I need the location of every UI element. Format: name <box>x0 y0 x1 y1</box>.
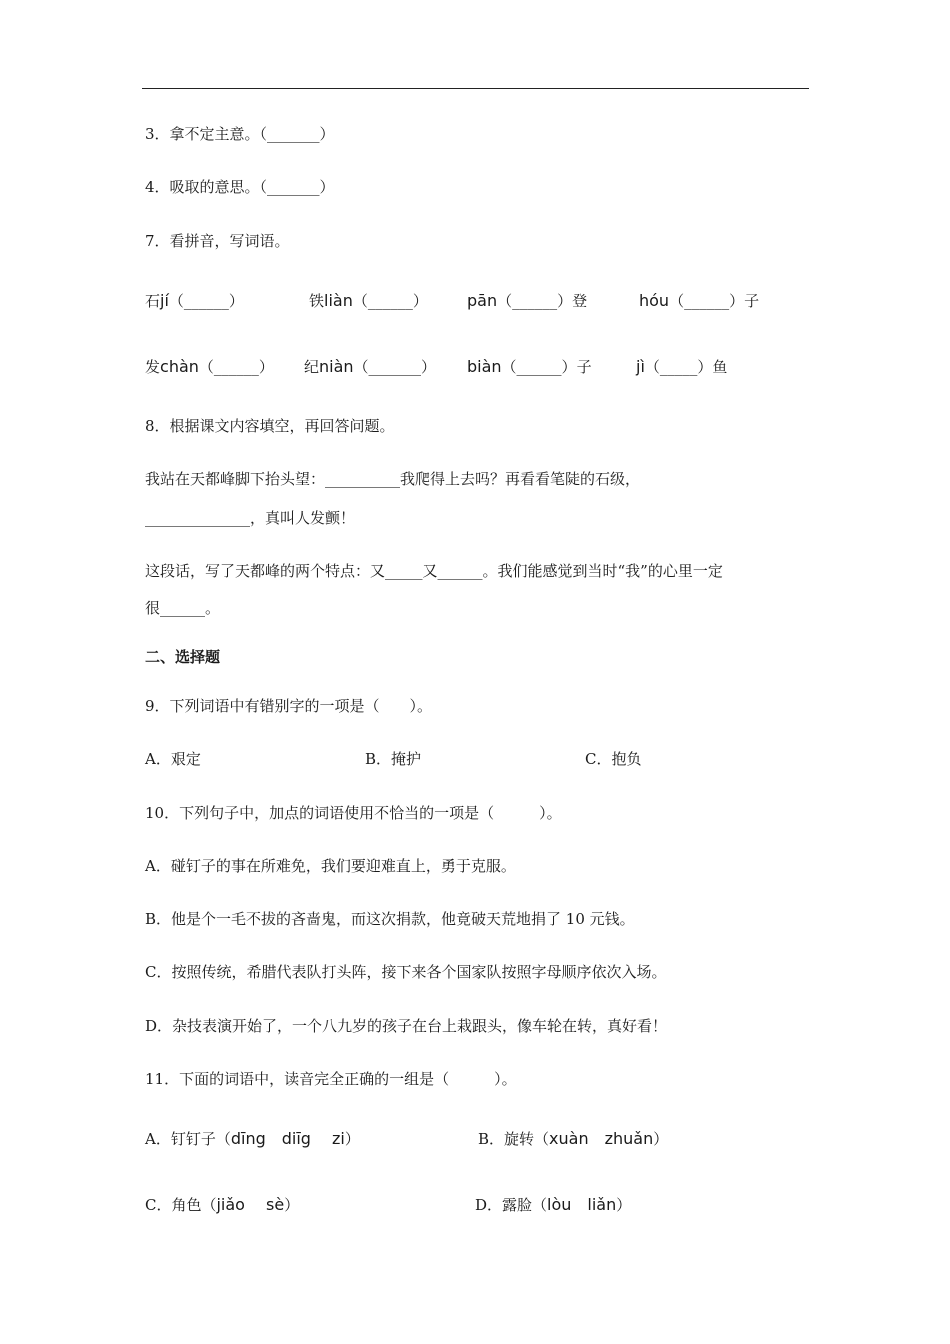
section-heading: 二、选择题 <box>145 648 221 666</box>
pinyin-text: pān <box>467 291 498 310</box>
option-b: B．掩护 <box>365 750 422 768</box>
pinyin-item: 发chàn（______） <box>145 357 274 376</box>
option-c: C．角色（jiǎo sè） <box>145 1195 300 1214</box>
option-c: C．按照传统，希腊代表队打头阵，接下来各个国家队按照字母顺序依次入场。 <box>145 963 667 981</box>
option-a: A．钉钉子（dīng diīg zi） <box>145 1129 360 1148</box>
pinyin-item: pān（______）登 <box>467 291 588 310</box>
question-10-title: 10．下列句子中，加点的词语使用不恰当的一项是（ ）。 <box>145 804 562 822</box>
pinyin-text: biàn <box>467 357 502 376</box>
question-9-title: 9．下列词语中有错别字的一项是（ ）。 <box>145 697 433 715</box>
question-8-title: 8．根据课文内容填空，再回答问题。 <box>145 417 395 435</box>
pinyin-item: 石jí（______） <box>145 291 244 310</box>
question-8-line-4: 很______。 <box>145 599 221 617</box>
question-7-title: 7．看拼音，写词语。 <box>145 232 290 250</box>
question-8-line-1: 我站在天都峰脚下抬头望：__________我爬得上去吗？再看看笔陡的石级， <box>145 470 641 488</box>
pinyin-text: hóu <box>639 291 670 310</box>
option-c: C．抱负 <box>585 750 642 768</box>
pinyin-text: jì <box>636 357 645 376</box>
question-3: 3．拿不定主意。（_______） <box>145 125 335 143</box>
pinyin-item: 铁liàn（______） <box>309 291 428 310</box>
question-11-title: 11．下面的词语中，读音完全正确的一组是（ ）。 <box>145 1070 517 1088</box>
pinyin-text: jí <box>160 291 169 310</box>
pinyin-item: hóu（______）子 <box>639 291 760 310</box>
pinyin-item: jì（_____）鱼 <box>636 357 728 376</box>
pinyin-item: biàn（______）子 <box>467 357 592 376</box>
option-d: D．露脸（lòu liǎn） <box>475 1195 632 1214</box>
pinyin-text: dīng diīg zi <box>230 1129 345 1148</box>
question-4: 4．吸取的意思。（_______） <box>145 178 335 196</box>
option-d: D．杂技表演开始了，一个八九岁的孩子在台上栽跟头，像车轮在转，真好看！ <box>145 1017 668 1035</box>
pinyin-item: 纪niàn（_______） <box>304 357 437 376</box>
header-rule <box>142 88 809 89</box>
question-8-line-3: 这段话，写了天都峰的两个特点：又_____又______。我们能感觉到当时“我”的心里一定 <box>145 562 723 580</box>
pinyin-text: liàn <box>324 291 353 310</box>
question-8-line-2: ______________，真叫人发颤！ <box>145 509 356 527</box>
pinyin-text: chàn <box>160 357 199 376</box>
pinyin-text: xuàn zhuǎn <box>549 1129 654 1148</box>
pinyin-text: lòu liǎn <box>547 1195 617 1214</box>
option-b: B．旋转（xuàn zhuǎn） <box>478 1129 669 1148</box>
pinyin-text: jiǎo sè <box>216 1195 285 1214</box>
option-a: A．艰定 <box>145 750 201 768</box>
pinyin-text: niàn <box>319 357 354 376</box>
option-b: B．他是个一毛不拔的吝啬鬼，而这次捐款，他竟破天荒地捐了 10 元钱。 <box>145 910 635 928</box>
option-a: A．碰钉子的事在所难免，我们要迎难直上，勇于克服。 <box>145 857 516 875</box>
